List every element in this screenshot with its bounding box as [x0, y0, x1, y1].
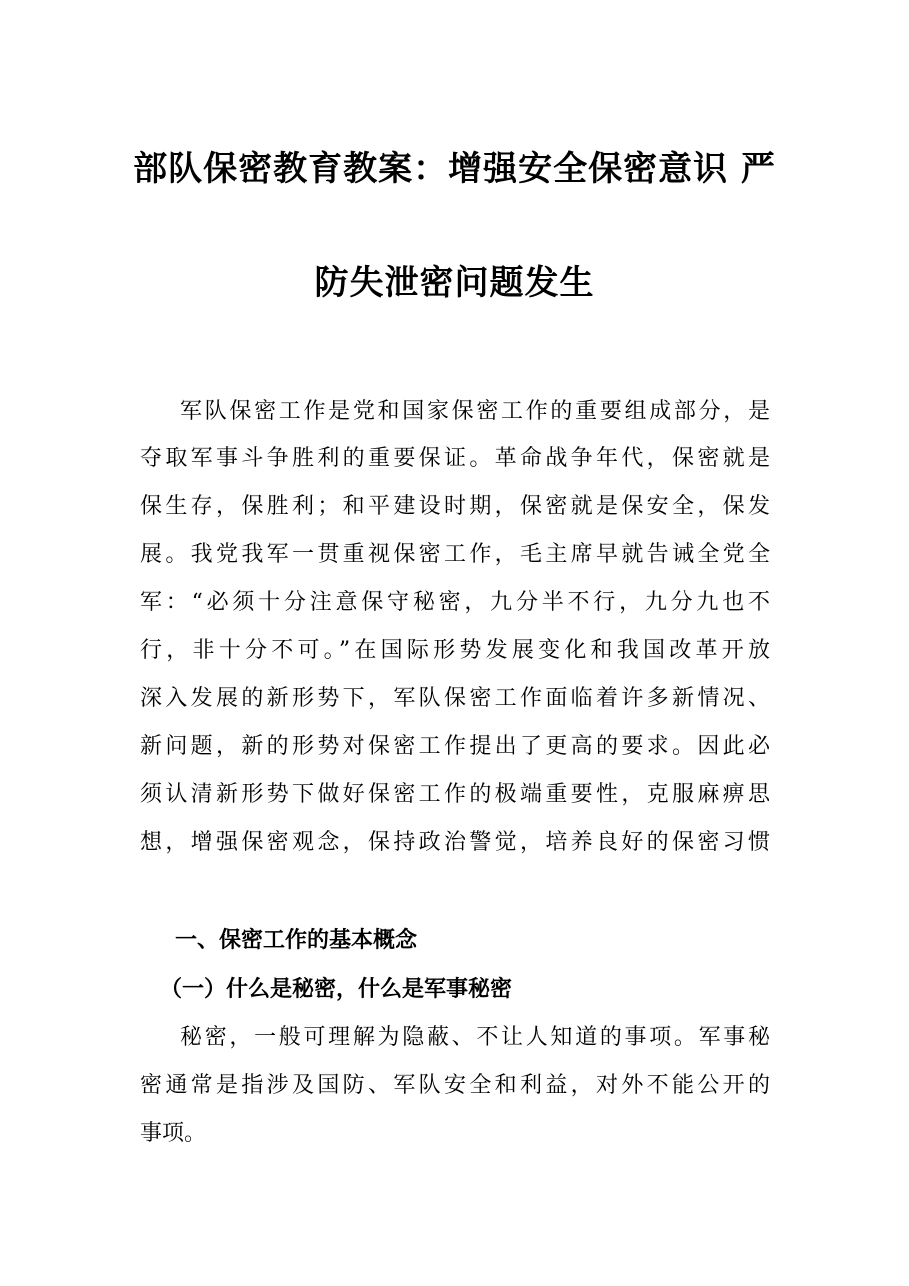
intro-paragraph-line: 展。我党我军一贯重视保密工作，毛主席早就告诫全党全 — [140, 542, 770, 567]
intro-paragraph-line: 深入发展的新形势下，军队保密工作面临着许多新情况、 — [140, 686, 770, 711]
intro-paragraph-line: 保生存，保胜利；和平建设时期，保密就是保安全，保发 — [140, 494, 770, 519]
document-title-line-2: 防失泄密问题发生 — [314, 263, 595, 303]
document-title-line-1: 部队保密教育教案：增强安全保密意识 严 — [133, 149, 776, 189]
intro-paragraph-line: 军队保密工作是党和国家保密工作的重要组成部分，是 — [180, 399, 770, 424]
intro-paragraph-line: 想，增强保密观念，保持政治警觉，培养良好的保密习惯 — [140, 830, 770, 855]
subsection-paragraph-line: 事项。 — [140, 1121, 207, 1146]
intro-paragraph-line: 新问题，新的形势对保密工作提出了更高的要求。因此必 — [140, 734, 770, 759]
intro-paragraph-line: 夺取军事斗争胜利的重要保证。革命战争年代，保密就是 — [140, 446, 770, 471]
intro-paragraph-line: 须认清新形势下做好保密工作的极端重要性，克服麻痹思 — [140, 782, 770, 807]
intro-paragraph-line: 军：“必须十分注意保守秘密，九分半不行，九分九也不 — [140, 590, 770, 615]
section-heading: 一、保密工作的基本概念 — [175, 928, 418, 953]
subsection-paragraph-line: 密通常是指涉及国防、军队安全和利益，对外不能公开的 — [140, 1073, 770, 1098]
intro-paragraph-line: 行，非十分不可。”在国际形势发展变化和我国改革开放 — [140, 638, 770, 663]
subsection-paragraph-line: 秘密，一般可理解为隐蔽、不让人知道的事项。军事秘 — [180, 1025, 770, 1050]
subsection-heading: （一）什么是秘密，什么是军事秘密 — [160, 977, 513, 1002]
